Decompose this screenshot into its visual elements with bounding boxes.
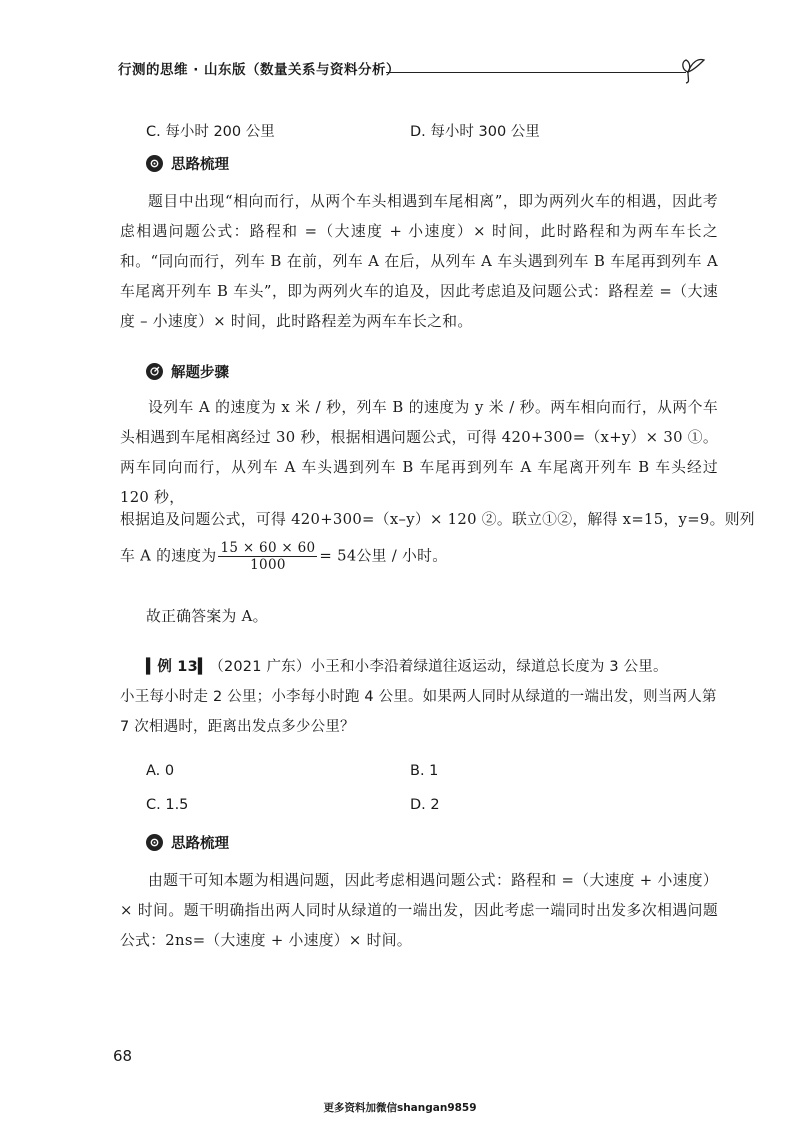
target-icon (146, 363, 163, 380)
footer-note: 更多资料加微信shangan9859 (323, 1102, 477, 1114)
running-header (118, 50, 718, 86)
example-13-line (146, 652, 718, 682)
sprout-icon (680, 50, 710, 84)
steps-line: 根据追及问题公式，可得 420+300=（x–y）× 120 ②。联立①②，解得 x=15，y=9。则列 (120, 511, 755, 528)
option-a: A. 0 (146, 763, 175, 779)
section-title: 解题步骤 (171, 364, 229, 381)
fraction-denominator: 1000 (250, 557, 286, 573)
option-c: C. 每小时 200 公里 (146, 124, 275, 140)
option-d: D. 2 (410, 797, 440, 813)
analysis-paragraph: 题目中出现“相向而行，从两个车头相遇到车尾相离”，即为两列火车的相遇，因此考虑相遇问题公式：路程和 =（大速度 + 小速度）× 时间，此时路程和为两车车长之和。“同向而行，列车 B 在前，列车 A 在后，从列车 A 车头遇到列车 B 车尾再到列车 A 车尾离开列车 B 车头”，即为两列火车的追及，因此考虑追及问题公式：路程差 =（大速度 – 小速度）× 时间，此时路程差为两车车长之和。 (120, 193, 718, 330)
section-heading-analysis (146, 152, 229, 174)
section-heading-steps (146, 360, 229, 382)
speed-suffix: = 54公里 / 小时。 (319, 547, 448, 565)
page-number: 68 (113, 1047, 133, 1065)
gear-icon (146, 155, 163, 172)
option-d: D. 每小时 300 公里 (410, 124, 540, 140)
book-title: 行测的思维 · 山东版（数量关系与资料分析） (118, 62, 401, 78)
fraction-numerator: 15 × 60 × 60 (220, 540, 316, 556)
example-tag: ▍例 13▍ (146, 659, 210, 675)
steps-paragraph: 设列车 A 的速度为 x 米 / 秒，列车 B 的速度为 y 米 / 秒。两车相向而行，从两个车头相遇到车尾相离经过 30 秒，根据相遇问题公式，可得 420+300=（x+y）× 30 ①。两车同向而行，从列车 A 车头遇到列车 B 车尾再到列车 A 车尾离开列车 B 车头经过 120 秒， (120, 399, 718, 506)
header-rule (386, 72, 686, 73)
gear-icon (146, 834, 163, 851)
option-c: C. 1.5 (146, 797, 189, 813)
section-title: 思路梳理 (171, 156, 229, 173)
example-13-question: 小王每小时走 2 公里；小李每小时跑 4 公里。如果两人同时从绿道的一端出发，则当两人第 7 次相遇时，距离出发点多少公里？ (120, 689, 717, 735)
speed-formula (120, 540, 447, 573)
answer-line: 故正确答案为 A。 (146, 608, 268, 625)
section-title: 思路梳理 (171, 835, 229, 852)
analysis-paragraph: 由题干可知本题为相遇问题，因此考虑相遇问题公式：路程和 =（大速度 + 小速度）× 时间。题干明确指出两人同时从绿道的一端出发，因此考虑一端同时出发多次相遇问题公式：2ns=（大速度 + 小速度）× 时间。 (120, 872, 718, 949)
speed-prefix: 车 A 的速度为 (120, 547, 217, 565)
section-heading-analysis (146, 831, 229, 853)
fraction (218, 540, 317, 573)
option-b: B. 1 (410, 763, 439, 779)
example-source: （2021 广东）小王和小李沿着绿道往返运动，绿道总长度为 3 公里。 (209, 659, 668, 675)
